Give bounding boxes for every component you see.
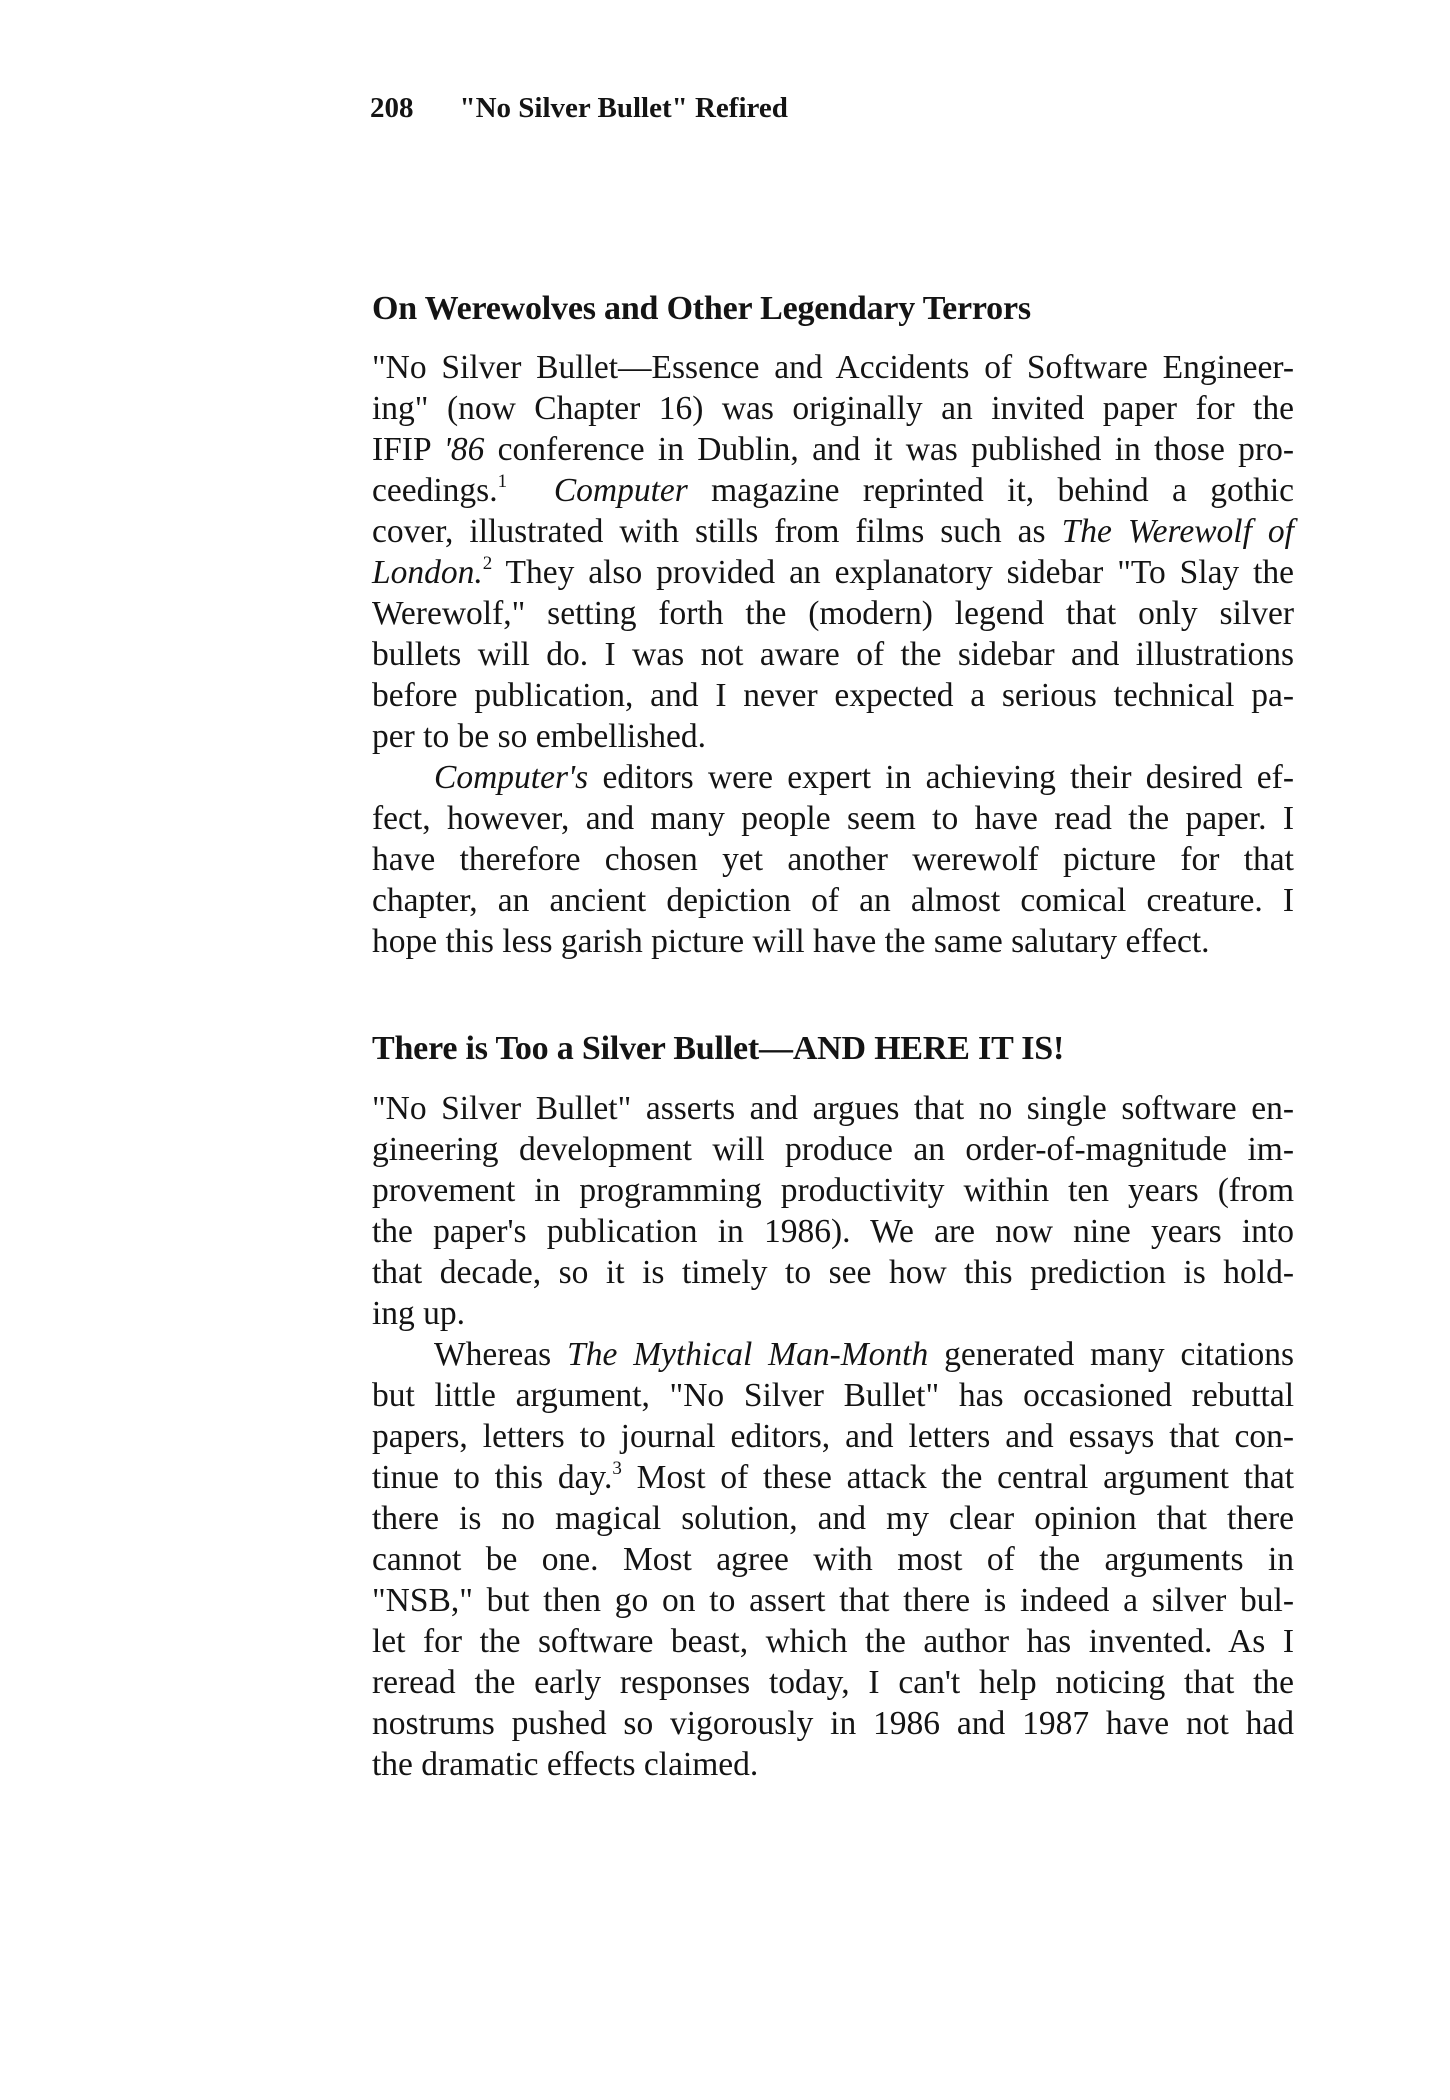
text-line: that decade, so it is timely to see how this prediction is hold-	[372, 1254, 1294, 1291]
text-line: fect, however, and many people seem to have read the paper. I	[372, 800, 1294, 837]
italic-text: Computer's	[434, 759, 589, 796]
text-line: hope this less garish picture will have the same salutary effect.	[372, 923, 1210, 960]
footnote-ref: 2	[482, 553, 493, 574]
text-line: Werewolf," setting forth the (modern) legend that only silver	[372, 595, 1294, 632]
text-run: Most of these attack the central argument that	[621, 1459, 1295, 1496]
italic-text: The Mythical Man-Month	[567, 1336, 929, 1373]
text-line: "No Silver Bullet—Essence and Accidents of Software Engineer-	[372, 349, 1294, 386]
text-run: tinue to this day.	[372, 1459, 613, 1496]
text-run: magazine reprinted it, behind a gothic	[687, 472, 1295, 509]
text-line	[372, 512, 1294, 552]
text-run: Whereas	[434, 1336, 568, 1373]
text-run: editors were expert in achieving their desired ef-	[588, 759, 1294, 796]
text-line: "NSB," but then go on to assert that there is indeed a silver bul-	[372, 1582, 1294, 1619]
text-run: conference in Dublin, and it was published in those pro-	[484, 431, 1294, 468]
text-line: "No Silver Bullet" asserts and argues that no single software en-	[372, 1090, 1294, 1127]
text-run: IFIP	[372, 431, 444, 468]
italic-text: The Werewolf of	[1061, 513, 1294, 550]
italic-text: London.	[372, 554, 483, 591]
text-line	[434, 1335, 1294, 1375]
text-line	[434, 758, 1294, 798]
text-line: bullets will do. I was not aware of the sidebar and illustrations	[372, 636, 1294, 673]
text-run: generated many citations	[928, 1336, 1295, 1373]
text-run: They also provided an explanatory sidebar "To Slay the	[492, 554, 1294, 591]
footnote-ref: 1	[497, 471, 508, 492]
text-line	[372, 1458, 1294, 1498]
text-run: ceedings.	[372, 472, 498, 509]
text-line: provement in programming productivity within ten years (from	[372, 1172, 1294, 1209]
text-line: ing" (now Chapter 16) was originally an invited paper for the	[372, 390, 1294, 427]
text-line: there is no magical solution, and my clear opinion that there	[372, 1500, 1294, 1537]
text-line: cannot be one. Most agree with most of the arguments in	[372, 1541, 1294, 1578]
text-line: the dramatic effects claimed.	[372, 1746, 759, 1783]
section-heading: On Werewolves and Other Legendary Terrors	[372, 290, 1031, 327]
running-title: "No Silver Bullet" Refired	[459, 92, 788, 124]
italic-text: '86	[443, 431, 485, 468]
footnote-ref: 3	[612, 1458, 622, 1479]
text-line	[372, 553, 1294, 593]
text-line: chapter, an ancient depiction of an almost comical creature. I	[372, 882, 1294, 919]
text-line: before publication, and I never expected a serious technical pa-	[372, 677, 1294, 714]
text-line: the paper's publication in 1986). We are now nine years into	[372, 1213, 1294, 1250]
text-line: nostrums pushed so vigorously in 1986 and 1987 have not had	[372, 1705, 1294, 1742]
text-line: papers, letters to journal editors, and letters and essays that con-	[372, 1418, 1294, 1455]
text-line: gineering development will produce an order-of-magnitude im-	[372, 1131, 1294, 1168]
running-head	[370, 92, 788, 125]
text-line	[372, 471, 1294, 511]
text-line: but little argument, "No Silver Bullet" has occasioned rebuttal	[372, 1377, 1294, 1414]
text-line: per to be so embellished.	[372, 718, 706, 755]
italic-text: Computer	[553, 472, 688, 509]
text-line: have therefore chosen yet another werewolf picture for that	[372, 841, 1294, 878]
page-number: 208	[370, 92, 414, 124]
text-line: reread the early responses today, I can't help noticing that the	[372, 1664, 1294, 1701]
text-line: let for the software beast, which the author has invented. As I	[372, 1623, 1294, 1660]
text-line	[372, 430, 1294, 470]
section-heading: There is Too a Silver Bullet—AND HERE IT IS!	[372, 1030, 1065, 1067]
text-line: ing up.	[372, 1295, 466, 1332]
text-run: cover, illustrated with stills from films such as	[372, 513, 1062, 550]
